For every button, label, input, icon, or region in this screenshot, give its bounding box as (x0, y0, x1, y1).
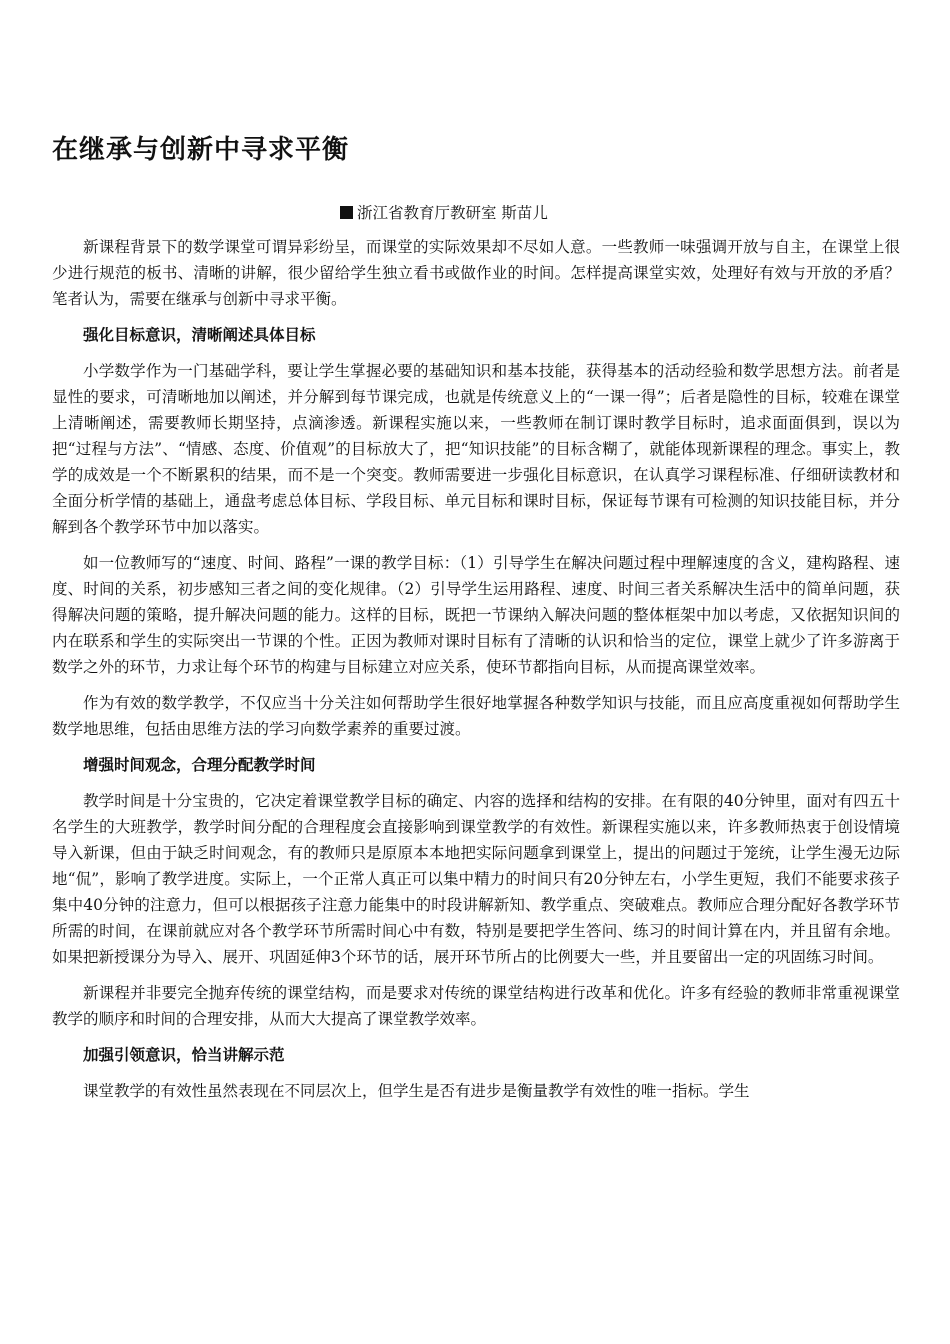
paragraph-intro: 新课程背景下的数学课堂可谓异彩纷呈，而课堂的实际效果却不尽如人意。一些教师一味强调开放与自主，在课堂上很少进行规范的板书、清晰的讲解，很少留给学生独立看书或做作业的时间。怎样提高课堂实效，处理好有效与开放的矛盾？笔者认为，需要在继承与创新中寻求平衡。 (52, 238, 900, 308)
author-line (340, 200, 900, 226)
paragraph-time-2: 新课程并非要完全抛弃传统的课堂结构，而是要求对传统的课堂结构进行改革和优化。许多有经验的教师非常重视课堂教学的顺序和时间的合理安排，从而大大提高了课堂教学效率。 (52, 984, 900, 1028)
section-heading-time: 增强时间观念，合理分配教学时间 (83, 756, 316, 774)
section-heading-goals: 强化目标意识，清晰阐述具体目标 (83, 326, 316, 344)
article-body (52, 234, 900, 1114)
article-title: 在继承与创新中寻求平衡 (52, 135, 350, 165)
paragraph-goals-1: 小学数学作为一门基础学科，要让学生掌握必要的基础知识和基本技能，获得基本的活动经验和数学思想方法。前者是显性的要求，可清晰地加以阐述，并分解到每节课完成，也就是传统意义上的“一课一得”；后者是隐性的目标，较难在课堂上清晰阐述，需要教师长期坚持，点滴渗透。新课程实施以来，一些教师在制订课时教学目标时，追求面面俱到，误以为把“过程与方法”、“情感、态度、价值观”的目标放大了，把“知识技能”的目标含糊了，就能体现新课程的理念。事实上，教学的成效是一个不断累积的结果，而不是一个突变。教师需要进一步强化目标意识，在认真学习课程标准、仔细研读教材和全面分析学情的基础上，通盘考虑总体目标、学段目标、单元目标和课时目标，保证每节课有可检测的知识技能目标，并分解到各个教学环节中加以落实。 (52, 362, 900, 536)
paragraph-goals-3: 作为有效的数学教学，不仅应当十分关注如何帮助学生很好地掌握各种数学知识与技能，而且应高度重视如何帮助学生数学地思维，包括由思维方法的学习向数学素养的重要过渡。 (52, 694, 900, 738)
paragraph-time-1: 教学时间是十分宝贵的，它决定着课堂教学目标的确定、内容的选择和结构的安排。在有限的40分钟里，面对有四五十名学生的大班教学，教学时间分配的合理程度会直接影响到课堂教学的有效性。新课程实施以来，许多教师热衷于创设情境导入新课，但由于缺乏时间观念，有的教师只是原原本本地把实际问题拿到课堂上，提出的问题过于笼统，让学生漫无边际地“侃”，影响了教学进度。实际上，一个正常人真正可以集中精力的时间只有20分钟左右，小学生更短，我们不能要求孩子集中40分钟的注意力，但可以根据孩子注意力能集中的时段讲解新知、教学重点、突破难点。教师应合理分配好各教学环节所需的时间，在课前就应对各个教学环节所需时间心中有数，特别是要把学生答问、练习的时间计算在内，并且留有余地。如果把新授课分为导入、展开、巩固延伸3个环节的话，展开环节所占的比例要大一些，并且要留出一定的巩固练习时间。 (52, 792, 900, 966)
section-heading-guidance: 加强引领意识，恰当讲解示范 (83, 1046, 285, 1064)
square-bullet-icon (340, 206, 353, 219)
paragraph-guidance-1: 课堂教学的有效性虽然表现在不同层次上，但学生是否有进步是衡量教学有效性的唯一指标。学生 (83, 1082, 750, 1100)
author-name: 浙江省教育厅教研室 斯苗儿 (357, 204, 548, 222)
paragraph-goals-example: 如一位教师写的“速度、时间、路程”一课的教学目标：（1）引导学生在解决问题过程中理解速度的含义，建构路程、速度、时间的关系，初步感知三者之间的变化规律。（2）引导学生运用路程、速度、时间三者关系解决生活中的简单问题，获得解决问题的策略，提升解决问题的能力。这样的目标，既把一节课纳入解决问题的整体框架中加以考虑，又依据知识间的内在联系和学生的实际突出一节课的个性。正因为教师对课时目标有了清晰的认识和恰当的定位，课堂上就少了许多游离于数学之外的环节，力求让每个环节的构建与目标建立对应关系，使环节都指向目标，从而提高课堂效率。 (52, 554, 900, 676)
